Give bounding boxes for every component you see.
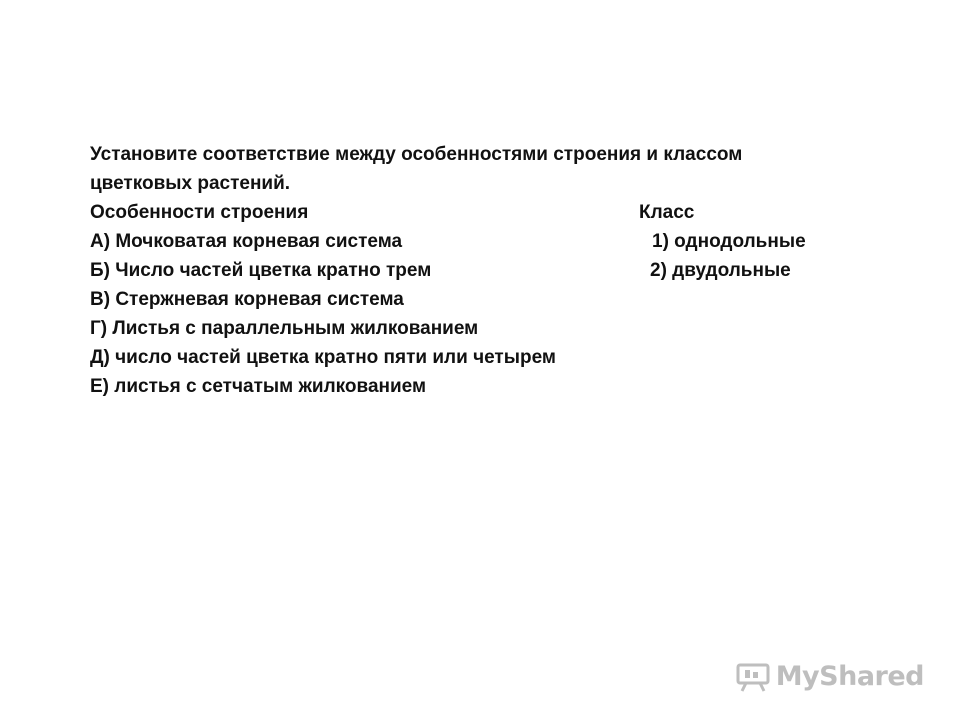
feature-row (90, 372, 850, 401)
feature-item: Б) Число частей цветка кратно трем (90, 260, 432, 281)
task-intro-line-2: цветковых растений. (90, 173, 291, 194)
header-class: Класс (639, 202, 695, 223)
feature-item: Д) число частей цветка кратно пяти или четырем (90, 347, 556, 368)
feature-item: Г) Листья с параллельным жилкованием (90, 318, 479, 339)
watermark-text: MyShared (775, 661, 924, 692)
class-item: 2) двудольные (650, 260, 791, 281)
watermark-logo (736, 661, 924, 692)
feature-item: Е) листья с сетчатым жилкованием (90, 376, 427, 397)
task-intro-line-1: Установите соответствие между особенностями строения и классом (90, 144, 743, 165)
feature-row (90, 285, 850, 314)
task-content (90, 140, 850, 401)
feature-row (90, 256, 850, 285)
feature-item: В) Стержневая корневая система (90, 289, 404, 310)
header-row (90, 198, 850, 227)
class-item: 1) однодольные (652, 231, 806, 252)
feature-row (90, 314, 850, 343)
feature-row (90, 227, 850, 256)
header-features: Особенности строения (90, 202, 309, 223)
presentation-board-icon (736, 662, 770, 692)
feature-item: А) Мочковатая корневая система (90, 231, 403, 252)
feature-row (90, 343, 850, 372)
